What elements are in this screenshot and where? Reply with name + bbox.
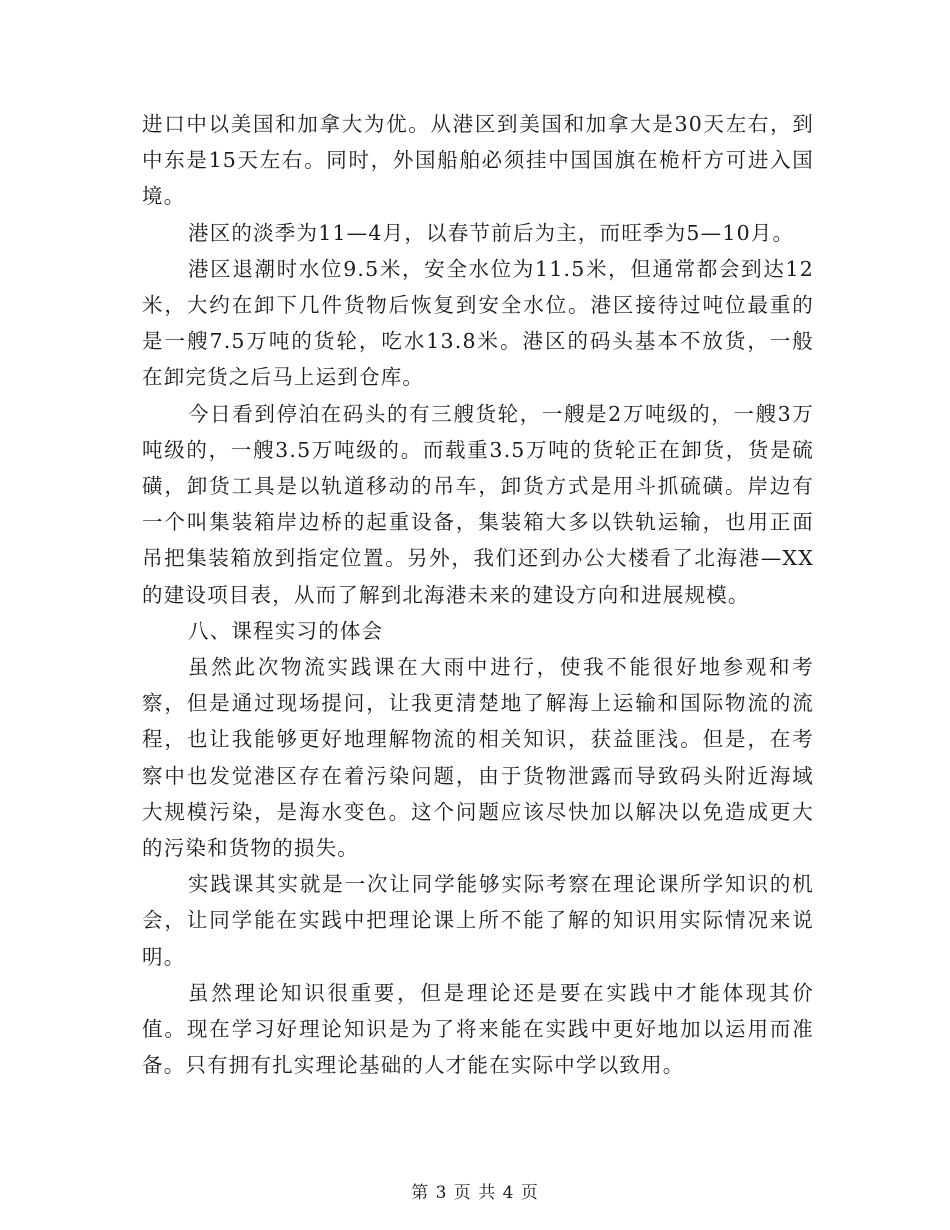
page-number-footer: 第 3 页 共 4 页 <box>411 1183 539 1203</box>
paragraph-3: 港区退潮时水位9.5米，安全水位为11.5米，但通常都会到达12米，大约在卸下几件货物后恢复到安全水位。港区接待过吨位最重的是一艘7.5万吨的货轮，吃水13.8米。港区的码头基本不放货，一般在卸完货之后马上运到仓库。 <box>142 256 814 390</box>
paragraph-1: 进口中以美国和加拿大为优。从港区到美国和加拿大是30天左右，到中东是15天左右。同时，外国船舶必须挂中国国旗在桅杆方可进入国境。 <box>142 112 814 209</box>
paragraph-2: 港区的淡季为11—4月，以春节前后为主，而旺季为5—10月。 <box>188 220 795 245</box>
paragraph-6: 虽然此次物流实践课在大雨中进行，使我不能很好地参观和考察，但是通过现场提问，让我更清楚地了解海上运输和国际物流的流程，也让我能够更好地理解物流的相关知识，获益匪浅。但是，在考察中也发觉港区存在着污染问题，由于货物泄露而导致码头附近海域大规模污染，是海水变色。这个问题应该尽快加以解决以免造成更大的污染和货物的损失。 <box>142 655 814 861</box>
section-heading: 八、课程实习的体会 <box>188 618 384 643</box>
paragraph-7: 实践课其实就是一次让同学能够实际考察在理论课所学知识的机会，让同学能在实践中把理论课上所不能了解的知识用实际情况来说明。 <box>142 872 814 969</box>
paragraph-4: 今日看到停泊在码头的有三艘货轮，一艘是2万吨级的，一艘3万吨级的，一艘3.5万吨级的。而载重3.5万吨的货轮正在卸货，货是硫磺，卸货工具是以轨道移动的吊车，卸货方式是用斗抓硫磺。岸边有一个叫集装箱岸边桥的起重设备，集装箱大多以铁轨运输，也用正面吊把集装箱放到指定位置。另外，我们还到办公大楼看了北海港—XX的建设项目表，从而了解到北海港未来的建设方向和进展规模。 <box>142 401 814 607</box>
paragraph-8: 虽然理论知识很重要，但是理论还是要在实践中才能体现其价值。现在学习好理论知识是为了将来能在实践中更好地加以运用而准备。只有拥有扎实理论基础的人才能在实际中学以致用。 <box>142 980 814 1078</box>
document-body <box>142 106 814 1083</box>
